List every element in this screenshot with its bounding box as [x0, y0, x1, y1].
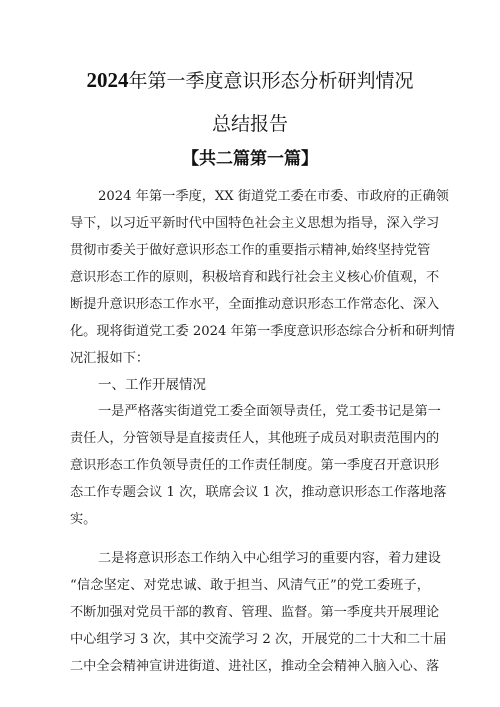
- paragraph-line: 化。现将街道党工委 2024 年第一季度意识形态综合分析和研判情: [70, 324, 455, 339]
- paragraph-line: 意识形态工作负领导责任的工作责任制度。第一季度召开意识形: [70, 458, 440, 473]
- section-heading: 一、工作开展情况: [98, 377, 206, 393]
- paragraph-line: 不断加强对党员干部的教育、管理、监督。第一季度共开展理论: [70, 605, 440, 620]
- paragraph-line: 一是严格落实街道党工委全面领导责任，党工委书记是第一: [98, 404, 441, 419]
- paragraph-line: 中心组学习 3 次，其中交流学习 2 次，开展党的二十大和二十届: [70, 632, 447, 647]
- paragraph-line: “信念坚定、对党忠诚、敢于担当、风清气正”的党工委班子，: [70, 578, 430, 593]
- paragraph-line: 二是将意识形态工作纳入中心组学习的重要内容，着力建设: [98, 551, 441, 566]
- document-title: [0, 66, 500, 95]
- paragraph-line: 二中全会精神宣讲进街道、进社区，推动全会精神入脑入心、落: [70, 659, 440, 674]
- paragraph-line: 况汇报如下：: [70, 351, 150, 366]
- document-title-line2: 总结报告: [211, 113, 288, 135]
- paragraph-line: 导下，以习近平新时代中国特色社会主义思想为指导，深入学习: [70, 216, 440, 231]
- paragraph-line: 2024 年第一季度，XX 街道党工委在市委、市政府的正确领: [98, 189, 449, 204]
- paragraph-line: 贯彻市委关于做好意识形态工作的重要指示精神,始终坚持党管: [70, 243, 431, 258]
- paragraph-line: 意识形态工作的原则，积极培育和践行社会主义核心价值观，不: [70, 270, 440, 285]
- paragraph-line: 断提升意识形态工作水平，全面推动意识形态工作常态化、深入: [70, 297, 440, 312]
- paragraph-line: 实。: [70, 512, 97, 527]
- title-text: 年第一季度意识形态分析研判情况: [128, 70, 414, 92]
- paragraph-line: 责任人，分管领导是直接责任人，其他班子成员对职责范围内的: [70, 431, 440, 446]
- document-subtitle: 【共二篇第一篇】: [182, 149, 318, 169]
- paragraph-line: 态工作专题会议 1 次，联席会议 1 次，推动意识形态工作落地落: [70, 485, 447, 500]
- title-year: 2024: [86, 68, 129, 92]
